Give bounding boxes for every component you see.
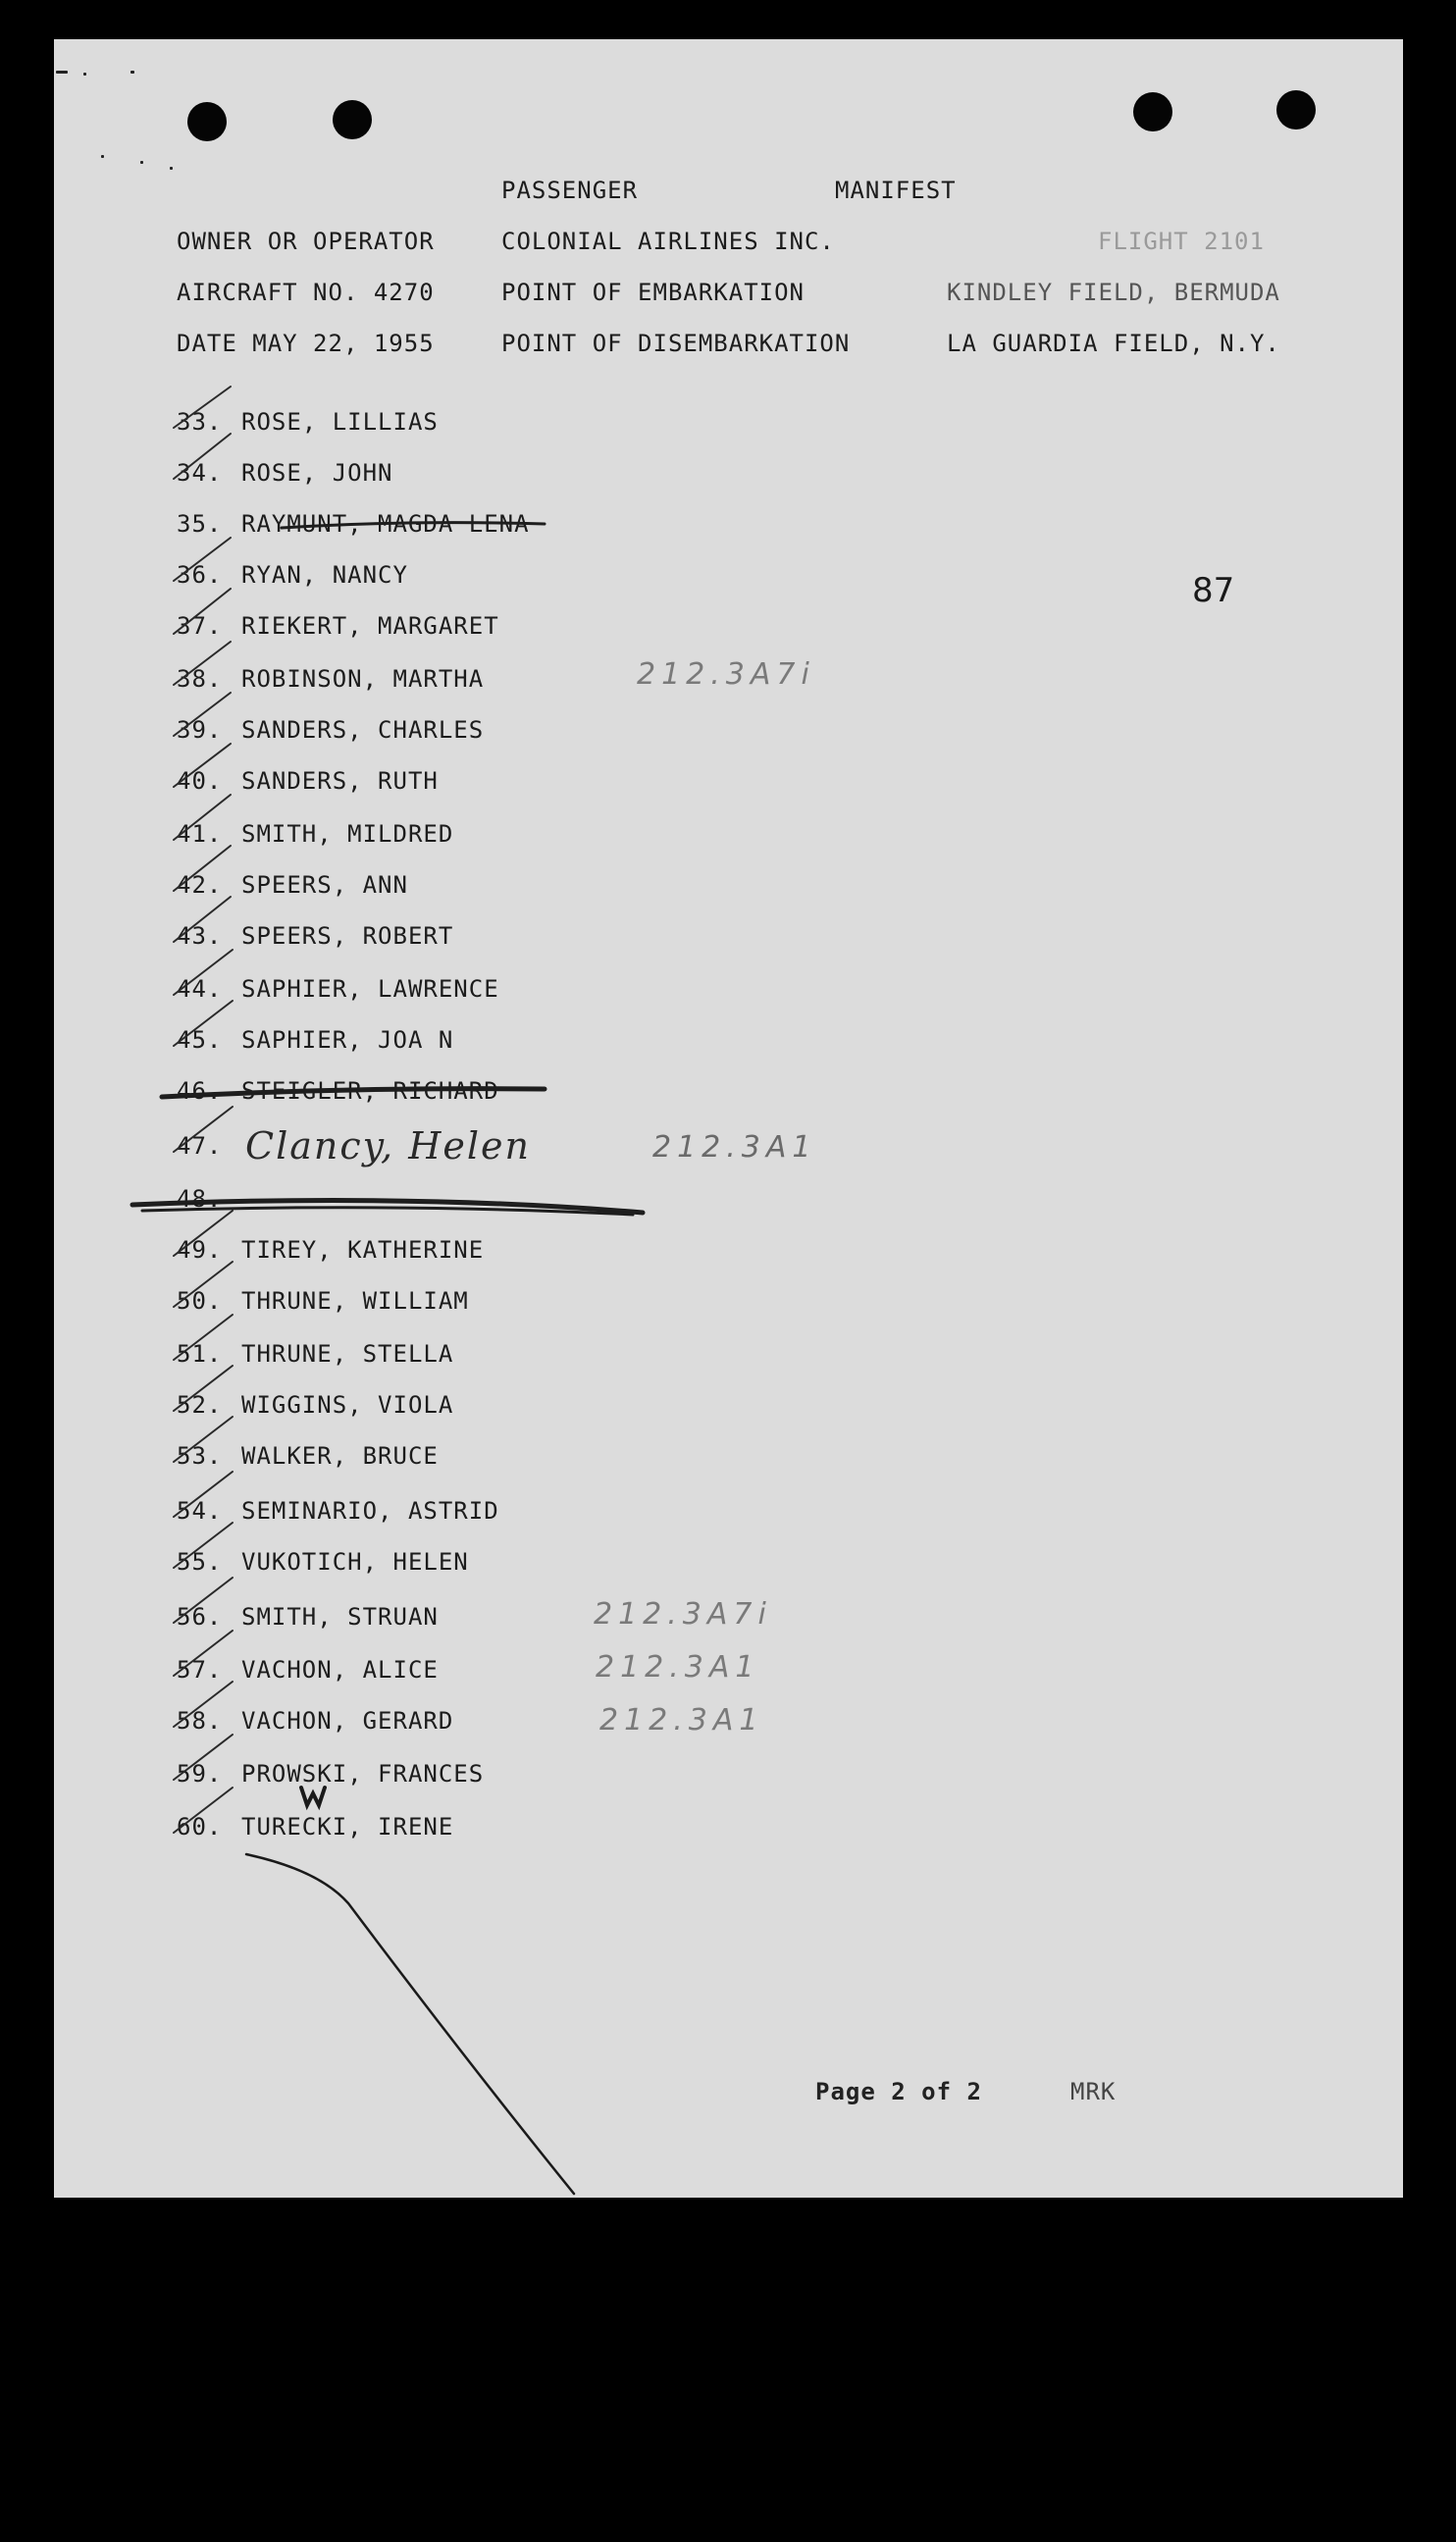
passenger-row [177, 1813, 765, 1846]
row-number: 54. [177, 1497, 223, 1525]
aircraft-number: AIRCRAFT NO. 4270 [177, 279, 435, 306]
passenger-name: VACHON, GERARD [241, 1707, 454, 1735]
row-number: 58. [177, 1707, 223, 1735]
row-number: 56. [177, 1603, 223, 1631]
row-number: 50. [177, 1287, 223, 1315]
passenger-name: ROSE, JOHN [241, 459, 393, 487]
row-number: 57. [177, 1656, 223, 1684]
row-number: 51. [177, 1340, 223, 1368]
passenger-row [177, 1391, 765, 1425]
annotation-clancy: 212.3A1 [652, 1130, 817, 1165]
passenger-name: RAYMUNT, MAGDA LENA [241, 510, 530, 538]
manifest-page [54, 39, 1403, 2198]
row-number: 33. [177, 408, 223, 436]
passenger-name: THRUNE, STELLA [241, 1340, 454, 1368]
passenger-row [177, 1185, 765, 1219]
passenger-name: TIREY, KATHERINE [241, 1236, 485, 1264]
passenger-row [177, 1077, 765, 1111]
punch-hole-1 [187, 102, 227, 141]
pen-marks [246, 1788, 574, 2194]
row-number: 55. [177, 1548, 223, 1576]
embarkation-label: POINT OF EMBARKATION [501, 279, 805, 306]
passenger-name: SMITH, STRUAN [241, 1603, 439, 1631]
speck [101, 155, 104, 158]
passenger-row [177, 716, 765, 750]
speck [83, 73, 86, 76]
passenger-row [177, 510, 765, 544]
passenger-name: PROWSKI, FRANCES [241, 1760, 485, 1788]
disembarkation-label: POINT OF DISEMBARKATION [501, 330, 851, 357]
row-number: 44. [177, 975, 223, 1003]
passenger-name: SAPHIER, LAWRENCE [241, 975, 499, 1003]
passenger-row [177, 1340, 765, 1374]
row-number: 37. [177, 612, 223, 640]
passenger-row [177, 612, 765, 646]
passenger-name: SEMINARIO, ASTRID [241, 1497, 499, 1525]
owner-label: OWNER OR OPERATOR [177, 228, 435, 255]
passenger-name: VACHON, ALICE [241, 1656, 439, 1684]
passenger-name: TURECKI, IRENE [241, 1813, 454, 1841]
passenger-row [177, 820, 765, 854]
speck [130, 71, 134, 74]
row-number: 46. [177, 1077, 223, 1105]
punch-hole-3 [1133, 92, 1172, 131]
passenger-name: ROSE, LILLIAS [241, 408, 439, 436]
row-number: 39. [177, 716, 223, 744]
row-number: 47. [177, 1132, 223, 1160]
passenger-row [177, 767, 765, 801]
owner-value: COLONIAL AIRLINES INC. [501, 228, 835, 255]
row-number: 38. [177, 665, 223, 693]
passenger-row [177, 1287, 765, 1321]
passenger-row [177, 1442, 765, 1476]
passenger-row [177, 1548, 765, 1582]
passenger-row [177, 459, 765, 493]
passenger-row [177, 1497, 765, 1530]
title-manifest: MANIFEST [835, 177, 957, 204]
row-number: 60. [177, 1813, 223, 1841]
ink-marks [54, 39, 1403, 2198]
row-number: 45. [177, 1026, 223, 1054]
passenger-name: VUKOTICH, HELEN [241, 1548, 469, 1576]
passenger-name: WALKER, BRUCE [241, 1442, 439, 1470]
passenger-row [177, 871, 765, 905]
row-number: 59. [177, 1760, 223, 1788]
passenger-row [177, 1236, 765, 1270]
passenger-name: STEIGLER, RICHARD [241, 1077, 499, 1105]
row-number: 40. [177, 767, 223, 795]
passenger-name: SMITH, MILDRED [241, 820, 454, 848]
row-number: 52. [177, 1391, 223, 1419]
passenger-row [177, 408, 765, 441]
passenger-row [177, 1760, 765, 1793]
speck [140, 161, 143, 164]
passenger-row [177, 1026, 765, 1060]
passenger-name: RIEKERT, MARGARET [241, 612, 499, 640]
passenger-name: SANDERS, CHARLES [241, 716, 485, 744]
passenger-name: SPEERS, ANN [241, 871, 408, 899]
speck [56, 71, 68, 74]
handwritten-passenger-name: Clancy, Helen [245, 1124, 531, 1167]
passenger-row [177, 922, 765, 956]
passenger-row [177, 975, 765, 1009]
row-number: 42. [177, 871, 223, 899]
flight-number: FLIGHT 2101 [1098, 228, 1265, 255]
row-number: 41. [177, 820, 223, 848]
passenger-name: ROBINSON, MARTHA [241, 665, 485, 693]
page-indicator: Page 2 of 2 [815, 2078, 982, 2105]
disembarkation-value: LA GUARDIA FIELD, N.Y. [947, 330, 1280, 357]
annotation-robinson: 212.3A7i [637, 657, 815, 692]
flight-date: DATE MAY 22, 1955 [177, 330, 435, 357]
passenger-name: SANDERS, RUTH [241, 767, 439, 795]
punch-hole-4 [1276, 90, 1316, 130]
passenger-name: SPEERS, ROBERT [241, 922, 454, 950]
long-pen-stroke [246, 1854, 574, 2194]
annotation-vachon-gerard: 212.3A1 [599, 1703, 764, 1738]
passenger-name: RYAN, NANCY [241, 561, 408, 589]
embarkation-value: KINDLEY FIELD, BERMUDA [947, 279, 1280, 306]
typist-initials: MRK [1070, 2078, 1117, 2105]
passenger-name: SAPHIER, JOA N [241, 1026, 454, 1054]
row-number: 53. [177, 1442, 223, 1470]
row-number: 48. [177, 1185, 223, 1213]
row-number: 35. [177, 510, 223, 538]
row-number: 49. [177, 1236, 223, 1264]
handwritten-page-number: 87 [1192, 571, 1235, 610]
annotation-vachon-alice: 212.3A1 [596, 1650, 760, 1685]
passenger-row [177, 561, 765, 595]
row-number: 34. [177, 459, 223, 487]
passenger-name: THRUNE, WILLIAM [241, 1287, 469, 1315]
punch-hole-2 [333, 100, 372, 139]
speck [170, 167, 173, 170]
passenger-name: WIGGINS, VIOLA [241, 1391, 454, 1419]
row-number: 36. [177, 561, 223, 589]
row-number: 43. [177, 922, 223, 950]
annotation-smith-struan: 212.3A7i [594, 1597, 772, 1632]
title-passenger: PASSENGER [501, 177, 639, 204]
